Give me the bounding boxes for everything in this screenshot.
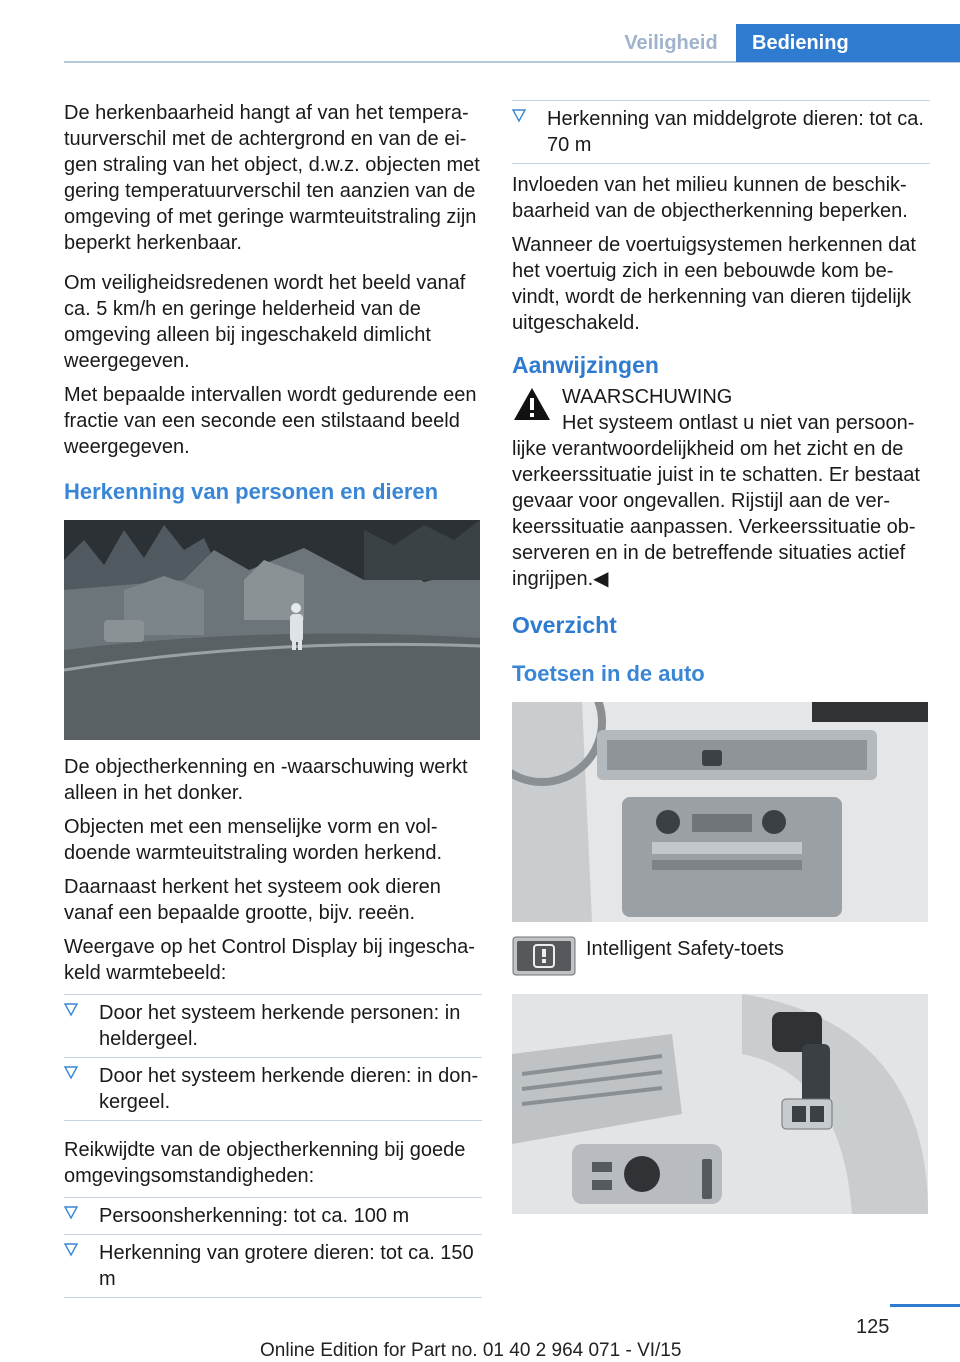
warning-text: Het systeem ontlast u niet van persoonlijke verantwoordelijkheid om het zicht en de verkeerssituatie juist in te schatten. Er bestaat gevaar voor ongevallen. Rijstijl aan de verkeerssituatie aanpassen. Verkeerssituatie observeren en in de betreffende situaties actief ingrijpen.◀ xyxy=(512,412,920,590)
warning-title: WAARSCHUWING xyxy=(562,386,733,408)
left-column xyxy=(64,100,482,1314)
list-item xyxy=(64,1198,482,1235)
triangle-bullet-icon xyxy=(64,1065,84,1087)
button-legend-row xyxy=(512,936,930,976)
list-item-text: Herkenning van middelgrote dieren: tot ca. 70 m xyxy=(547,108,924,156)
tab-veiligheid[interactable]: Veiligheid xyxy=(624,32,718,54)
footer-rule xyxy=(890,1304,960,1307)
section-heading: Aanwijzingen xyxy=(512,352,659,378)
triangle-bullet-icon xyxy=(64,1242,84,1264)
bullet-list xyxy=(64,1197,482,1298)
list-item xyxy=(64,1058,482,1121)
triangle-bullet-icon xyxy=(64,1205,84,1227)
bullet-list xyxy=(512,100,930,164)
paragraph: Weergave op het Control Display bij ingeschakeld warmtebeeld: xyxy=(64,936,475,984)
bullet-list xyxy=(64,994,482,1121)
subsection-heading: Toetsen in de auto xyxy=(512,661,705,686)
list-item xyxy=(64,1235,482,1298)
list-item-text: Door het systeem herkende personen: in heldergeel. xyxy=(99,1002,461,1050)
paragraph: De herkenbaarheid hangt af van het temperatuurverschil met de achtergrond en van de eigen straling van het object, d.w.z. objecten met gering temperatuurverschil ten aanzien van de omgeving of met geringe warmteuitstraling zijn beperkt herkenbaar. xyxy=(64,102,480,254)
triangle-bullet-icon xyxy=(64,1002,84,1024)
paragraph: Wanneer de voertuigsystemen herkennen dat het voertuig zich in een bebouwde kom bevindt, wordt de herkenning van dieren tijdelijk uitgeschakeld. xyxy=(512,234,916,334)
section-heading: Overzicht xyxy=(512,612,617,638)
paragraph: Objecten met een menselijke vorm en voldoende warmteuitstraling worden herkend. xyxy=(64,816,442,864)
section-heading: Herkenning van personen en dieren xyxy=(64,479,439,504)
paragraph: Invloeden van het milieu kunnen de beschikbaarheid van de objectherkenning beperken. xyxy=(512,174,908,222)
list-item xyxy=(64,995,482,1058)
dashboard-center-console-image xyxy=(512,702,928,922)
warning-block xyxy=(512,384,930,592)
paragraph: Om veiligheidsredenen wordt het beeld vanaf ca. 5 km/h en geringe helderheid van de omgeving alleen bij ingeschakeld dimlicht weergegeven. xyxy=(64,272,466,372)
list-item-text: Herkenning van grotere dieren: tot ca. 150 m xyxy=(99,1242,474,1290)
page-number: 125 xyxy=(856,1316,890,1338)
list-item xyxy=(512,101,930,164)
warning-triangle-icon xyxy=(512,386,552,422)
right-column xyxy=(512,100,930,1228)
steering-column-controls-image xyxy=(512,994,928,1214)
edition-text: Online Edition for Part no. 01 40 2 964 071 - VI/15 xyxy=(260,1340,682,1361)
paragraph: Met bepaalde intervallen wordt gedurende een fractie van een seconde een stilstaand beeld weergegeven. xyxy=(64,384,477,458)
button-label: Intelligent Safety-toets xyxy=(586,938,784,960)
paragraph: Daarnaast herkent het systeem ook dieren vanaf een bepaalde grootte, bijv. reeën. xyxy=(64,876,441,924)
thermal-image-person xyxy=(64,520,480,740)
tab-bediening[interactable]: Bediening xyxy=(736,24,960,62)
list-item-text: Persoonsherkenning: tot ca. 100 m xyxy=(99,1205,410,1227)
intelligent-safety-button-icon xyxy=(512,936,576,976)
paragraph: De objectherkenning en -waarschuwing werkt alleen in het donker. xyxy=(64,756,468,804)
paragraph: Reikwijdte van de objectherkenning bij goede omgevingsomstandigheden: xyxy=(64,1139,466,1187)
list-item-text: Door het systeem herkende dieren: in donkergeel. xyxy=(99,1065,479,1113)
triangle-bullet-icon xyxy=(512,108,532,130)
